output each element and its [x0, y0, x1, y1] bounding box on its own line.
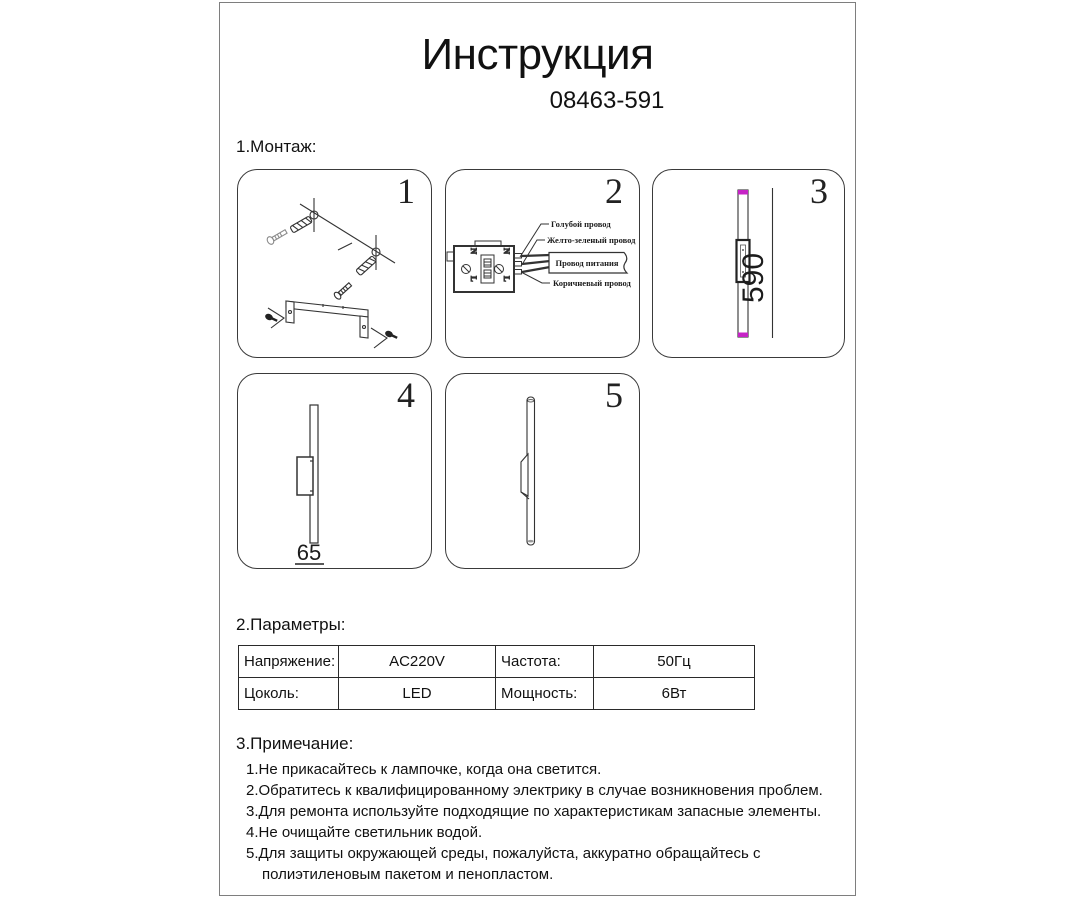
panel-number: 5: [605, 375, 623, 415]
brown-wire-label: Коричневый провод: [553, 278, 631, 288]
section-heading-notes: 3.Примечание:: [236, 734, 354, 753]
param-value-voltage: AC220V: [339, 646, 496, 678]
param-label-voltage: Напряжение:: [239, 646, 339, 678]
note-item-4: 4.Не очищайте светильник водой.: [246, 824, 483, 841]
yellow-green-wire-label: Желто-зеленый провод: [547, 235, 636, 245]
table-row: [239, 678, 755, 710]
terminal-l-right: L: [502, 276, 512, 282]
mounting-bracket: [286, 301, 368, 317]
wall-anchor-2: [356, 256, 377, 276]
panel-number: 3: [810, 171, 828, 211]
note-item-3: 3.Для ремонта используйте подходящие по характеристикам запасные элементы.: [246, 803, 822, 820]
wall-plate: [297, 457, 313, 495]
screw-2: [333, 281, 353, 300]
section-heading-params: 2.Параметры:: [236, 615, 346, 634]
parameters-table: [238, 645, 755, 710]
note-item-2: 2.Обратитесь к квалифицированному электрику в случае возникновения проблем.: [246, 782, 823, 799]
screw-1: [266, 228, 288, 245]
param-value-socket: LED: [339, 678, 496, 710]
montage-panel-2: [445, 169, 640, 358]
dimension-590: 590: [737, 252, 770, 304]
rod-end-shading: [528, 540, 534, 543]
mount-bracket-side: [521, 454, 528, 496]
montage-panel-3: [652, 169, 845, 358]
param-label-frequency: Частота:: [496, 646, 594, 678]
param-value-frequency: 50Гц: [594, 646, 755, 678]
note-item-1: 1.Не прикасайтесь к лампочке, когда она светится.: [246, 761, 602, 778]
power-wire-label: Провод питания: [555, 258, 619, 268]
brown-wire-leader: [521, 272, 550, 283]
notes-list: [246, 759, 836, 885]
blue-wire-label: Голубой провод: [551, 219, 611, 229]
terminal-l-left: L: [469, 276, 479, 282]
yellow-green-wire-leader: [523, 240, 545, 263]
param-value-power: 6Вт: [594, 678, 755, 710]
montage-panel-4: [237, 373, 432, 569]
dimension-65: 65: [296, 540, 322, 565]
bracket-screw-left: [264, 313, 278, 324]
wall-anchor-1: [290, 216, 313, 233]
lamp-cap-top: [738, 190, 748, 195]
param-label-socket: Цоколь:: [239, 678, 339, 710]
section-heading-montage: 1.Монтаж:: [236, 137, 317, 156]
terminal-n-left: N: [469, 248, 479, 255]
model-number: 08463-591: [549, 87, 665, 114]
lamp-cap-bottom: [738, 333, 748, 338]
terminal-n-right: N: [502, 248, 512, 255]
page-title: Инструкция: [421, 30, 654, 79]
table-row: [239, 646, 755, 678]
param-label-power: Мощность:: [496, 678, 594, 710]
note-item-5: 5.Для защиты окружающей среды, пожалуйста, аккуратно обращайтесь с полиэтиленовым пакетом и пенопластом.: [246, 845, 761, 883]
panel-number: 1: [397, 171, 415, 211]
panel-number: 2: [605, 171, 623, 211]
instruction-page: [219, 2, 856, 896]
panel-number: 4: [397, 375, 415, 415]
montage-panel-5: [445, 373, 640, 569]
montage-panel-1: [237, 169, 432, 358]
